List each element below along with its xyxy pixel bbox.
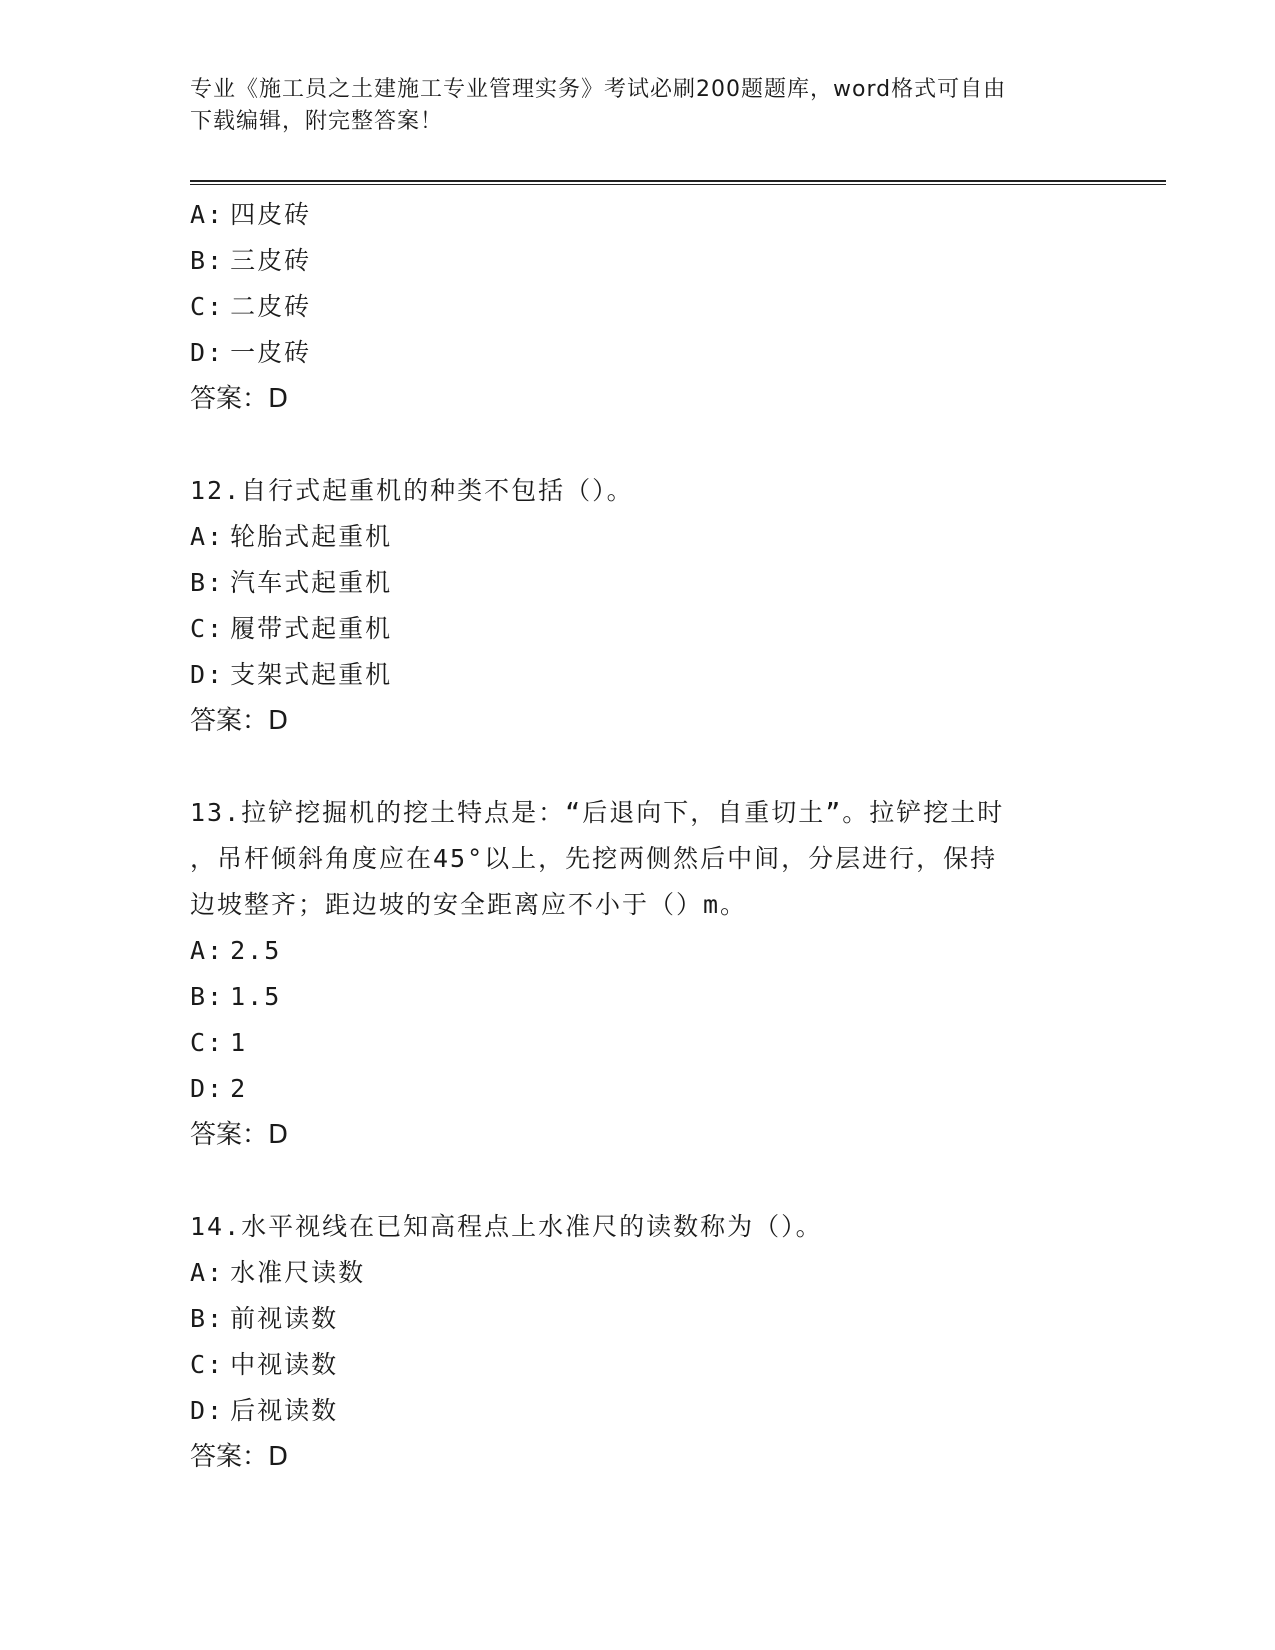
option-label: D:: [190, 1396, 225, 1425]
option-text: 前视读数: [230, 1304, 339, 1333]
option-label: B:: [190, 1304, 225, 1333]
question-block: [190, 790, 1090, 1158]
option-text: 2.5: [230, 936, 282, 965]
option-b: [190, 560, 1090, 606]
option-text: 1: [230, 1028, 248, 1057]
answer-line: 答案：D: [190, 384, 289, 414]
option-text: 支架式起重机: [230, 660, 393, 689]
header-divider-thick: [190, 180, 1166, 182]
spacer: [190, 1158, 1090, 1204]
option-c: [190, 1020, 1090, 1066]
spacer: [190, 744, 1090, 790]
answer-line: 答案：D: [190, 1442, 289, 1472]
question-block: [190, 192, 1090, 422]
option-label: D:: [190, 660, 225, 689]
question-stem: 14.水平视线在已知高程点上水准尺的读数称为（）。: [190, 1212, 823, 1241]
option-b: [190, 238, 1090, 284]
option-label: A:: [190, 522, 225, 551]
answer-line: 答案：D: [190, 706, 289, 736]
option-label: C:: [190, 292, 225, 321]
option-text: 二皮砖: [230, 292, 312, 321]
option-label: A:: [190, 200, 225, 229]
option-b: [190, 1296, 1090, 1342]
option-label: B:: [190, 246, 225, 275]
option-text: 1.5: [230, 982, 282, 1011]
option-label: C:: [190, 1028, 225, 1057]
option-text: 轮胎式起重机: [230, 522, 393, 551]
option-text: 一皮砖: [230, 338, 312, 367]
question-stem: 13.拉铲挖掘机的挖土特点是：“后退向下，自重切土”。拉铲挖土时: [190, 798, 1005, 827]
option-d: [190, 1066, 1090, 1112]
option-d: [190, 330, 1090, 376]
option-a: [190, 1250, 1090, 1296]
option-label: A:: [190, 936, 225, 965]
option-label: A:: [190, 1258, 225, 1287]
option-d: [190, 652, 1090, 698]
question-stem: 12.自行式起重机的种类不包括（）。: [190, 476, 634, 505]
header-divider-thin: [190, 184, 1166, 185]
question-stem: ，吊杆倾斜角度应在45°以上，先挖两侧然后中间，分层进行，保持: [190, 844, 998, 873]
spacer: [190, 422, 1090, 468]
option-text: 水准尺读数: [230, 1258, 366, 1287]
question-list: [190, 192, 1090, 1480]
question-block: [190, 1204, 1090, 1480]
option-label: C:: [190, 614, 225, 643]
question-block: [190, 468, 1090, 744]
header-title-line-2: 下载编辑，附完整答案！: [190, 109, 444, 134]
option-label: D:: [190, 1074, 225, 1103]
option-text: 三皮砖: [230, 246, 312, 275]
option-text: 2: [230, 1074, 248, 1103]
option-c: [190, 1342, 1090, 1388]
answer-line: 答案：D: [190, 1120, 289, 1150]
option-text: 四皮砖: [230, 200, 312, 229]
option-c: [190, 606, 1090, 652]
option-label: B:: [190, 568, 225, 597]
option-d: [190, 1388, 1090, 1434]
option-label: B:: [190, 982, 225, 1011]
option-a: [190, 928, 1090, 974]
option-text: 后视读数: [230, 1396, 339, 1425]
option-label: C:: [190, 1350, 225, 1379]
option-text: 中视读数: [230, 1350, 339, 1379]
option-c: [190, 284, 1090, 330]
option-b: [190, 974, 1090, 1020]
option-label: D:: [190, 338, 225, 367]
question-stem: 边坡整齐；距边坡的安全距离应不小于（）m。: [190, 890, 748, 919]
option-a: [190, 192, 1090, 238]
document-header: [190, 74, 1090, 138]
header-title-line-1: 专业《施工员之土建施工专业管理实务》考试必刷200题题库，word格式可自由: [190, 77, 1007, 102]
option-text: 汽车式起重机: [230, 568, 393, 597]
option-text: 履带式起重机: [230, 614, 393, 643]
option-a: [190, 514, 1090, 560]
